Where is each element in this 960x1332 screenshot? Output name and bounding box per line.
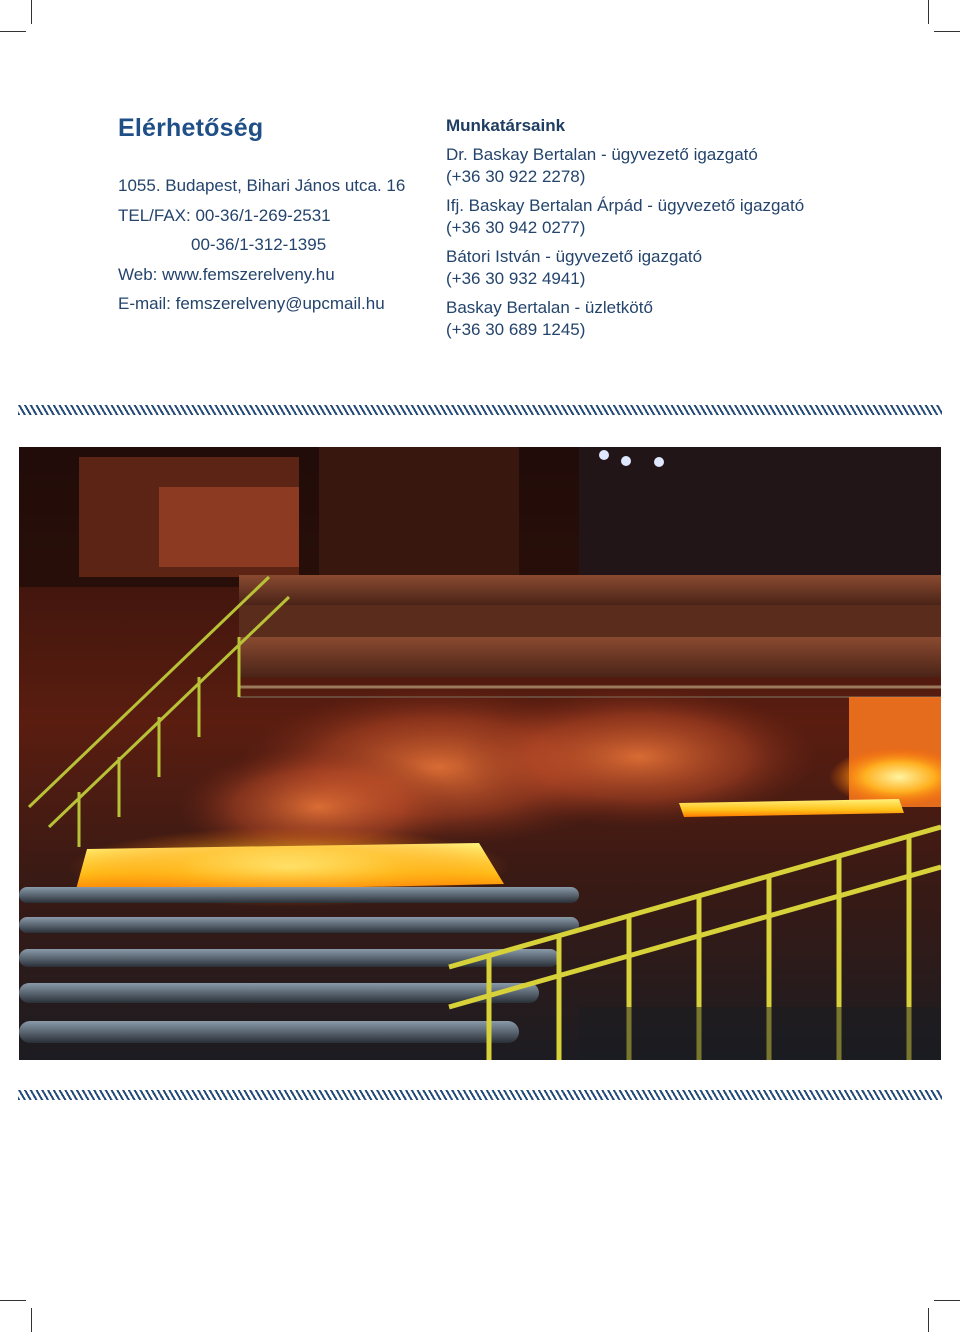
crop-mark [928, 0, 929, 24]
crop-mark [934, 31, 960, 32]
crop-mark [31, 1308, 32, 1332]
steel-mill-photo [19, 447, 941, 1060]
staff-member [446, 246, 946, 290]
crop-mark [934, 1300, 960, 1301]
staff-name: Baskay Bertalan - üzletkötő [446, 298, 653, 317]
tel-fax-2: 00-36/1-312-1395 [191, 235, 327, 254]
crop-mark [0, 31, 26, 32]
staff-member [446, 144, 946, 188]
staff-phone: (+36 30 922 2278) [446, 167, 586, 186]
staff-member [446, 297, 946, 341]
contact-heading: Elérhetőség [118, 114, 264, 142]
hatch-divider-top [18, 405, 942, 415]
staff-heading: Munkatársaink [446, 116, 566, 135]
staff-phone: (+36 30 689 1245) [446, 320, 586, 339]
contact-section [118, 114, 418, 319]
hatch-divider-bottom [18, 1090, 942, 1100]
staff-phone: (+36 30 932 4941) [446, 269, 586, 288]
web-link[interactable]: Web: www.femszerelveny.hu [118, 264, 335, 284]
staff-section [446, 116, 946, 348]
staff-name: Ifj. Baskay Bertalan Árpád - ügyvezető igazgató [446, 196, 805, 215]
staff-name: Bátori István - ügyvezető igazgató [446, 247, 703, 266]
tel-fax: TEL/FAX: 00-36/1-269-2531 [118, 205, 331, 225]
staff-phone: (+36 30 942 0277) [446, 218, 586, 237]
staff-name: Dr. Baskay Bertalan - ügyvezető igazgató [446, 145, 758, 164]
crop-mark [0, 1300, 26, 1301]
email-link[interactable]: E-mail: femszerelveny@upcmail.hu [118, 294, 385, 313]
address: 1055. Budapest, Bihari János utca. 16 [118, 176, 406, 195]
crop-mark [31, 0, 32, 24]
crop-mark [928, 1308, 929, 1332]
staff-member [446, 195, 946, 239]
